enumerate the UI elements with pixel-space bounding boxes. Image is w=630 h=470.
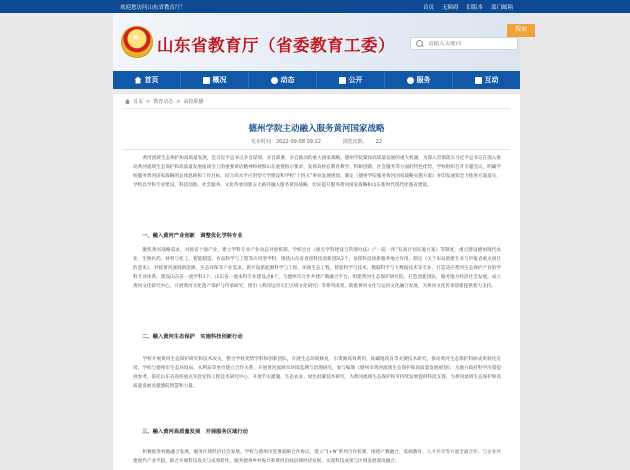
article-paragraph: 学校开展黄河生态保护研究和技术攻关，整合学校优势学科和创新团队，开展生态环境修复、水资源高效利用、盐碱地改良等关键技术研究，推动黄河生态保护科研成果转化应用。学校与德州市生态环境局、水利局等单位建立合作关系，开展黄河流域水环境监测与治理研究，参与编制《德州市黄河流域生态保护和高质量发展规划》，为地方政府科学决策提供参考。依托山东省高校重点实验室和工程技术研究中心，开展节水灌溉、生态农业、绿色低碳技术研究，为黄河流域生态保护和可持续发展提供科技支撑，为黄河流域生态保护和高质量发展贡献德院智慧和力量。 (133, 357, 501, 390)
article-paragraph: 积极推进校地融合发展，服务区域经济社会发展。学校与德州市签署战略合作协议，建立“1+N”系列合作机制，围绕产教融合、基础教育、人才共享等方面全面合作，与企业共建现代产业学院。联合开展科技攻关与成果转化，服务德州乡村振兴和黄河沿线县域经济发展，实现科技成果与区域发展深度融合。 (133, 450, 501, 465)
top-links (423, 3, 513, 11)
view-count-value: 22 (375, 139, 383, 145)
nav-item-label: 动态 (280, 76, 295, 84)
news-icon (271, 77, 278, 84)
nav-item-overview[interactable] (181, 71, 249, 89)
article-subheading: 二、融入黄河生态保护 实施科技创新行动 (142, 334, 243, 340)
article-content (113, 94, 520, 470)
top-link-old-version[interactable]: 旧版本 (466, 5, 483, 11)
top-link-accessibility[interactable]: 无障碍 (441, 5, 459, 11)
interaction-icon (475, 77, 482, 84)
publish-date: 发布时间：2022-09-08 09:22 (250, 139, 322, 145)
divider (123, 108, 510, 109)
welcome-text: 欢迎您访问山东省教育厅！ (120, 5, 187, 11)
view-count-label: 浏览次数： (342, 139, 368, 145)
breadcrumb (125, 98, 203, 105)
nav-item-label: 互动 (484, 76, 499, 84)
search-icon (415, 39, 425, 49)
top-bar (0, 0, 630, 13)
home-icon (125, 99, 130, 104)
search-button[interactable]: 搜索 (507, 24, 535, 37)
service-icon (407, 77, 414, 84)
national-emblem-icon: ★ (121, 26, 153, 58)
nav-item-open[interactable] (317, 71, 385, 89)
breadcrumb-separator: > (176, 98, 181, 105)
nav-item-label: 首页 (144, 76, 159, 84)
search-input[interactable] (428, 41, 508, 47)
top-link-home[interactable]: 首页 (422, 5, 434, 11)
view-count (343, 139, 382, 145)
top-link-email[interactable]: 部门邮箱 (490, 5, 513, 11)
site-title[interactable]: 山东省教育厅（省委教育工委） (157, 36, 395, 55)
overview-icon (203, 77, 210, 84)
site-header (113, 13, 520, 71)
nav-item-service[interactable] (385, 71, 453, 89)
main-nav (113, 71, 520, 89)
article-subheading: 一、融入黄河产业创新 调整优化学科专业 (142, 233, 243, 239)
search-box (410, 37, 518, 50)
open-icon (339, 77, 346, 84)
breadcrumb-home[interactable]: 首页 (133, 99, 144, 105)
nav-item-label: 服务 (416, 76, 431, 84)
home-icon (135, 77, 142, 84)
nav-item-label: 公开 (348, 76, 363, 84)
article-paragraph: 黄河流域生态保护和高质量发展，是习近平总书记亲自谋划、亲自部署、亲自推动的重大国家战略。德州学院紧扣高质量发展的重大机遇，为深入贯彻落实习近平总书记在深入推动黄河流域生态保护和高质量发展座谈会上的重要讲话精神和视察山东重要指示要求，发挥高校在教育教学、科研创新、社会服务等方面的特色优势，学校组织召开专题会议，明确学校服务黄河国家战略的总体思路和工作目标，结合高水平应用型大学建设和学校“十四五”事业发展规划，制定《德州学院服务黄河国家战略实施方案》并印发通知全力推进方案落实，学校以学科专业建设、科技创新、社会服务、文化传承创新五大路径融入服务黄河战略，切实提升服务黄河国家战略和山东新时代现代化强省建设。 (133, 156, 501, 189)
article-paragraph: 聚焦黄河战略需求，对接省十强产业，建立学科专业产业动态对接机制。学校出台《重点学科建设与管理办法》《“一院一所”双高计划实施方案》等制度，重点建设德州现代农业、生物医药、材料与化工、智能制造、食品科学与工程等应用型学科，围绕山东省青创科技创新团队2个，发挥科技创新服务地方作用。制定《关于布局新建专业与申报省重点项目的意见》，对接黄河流域新能源、生态环保等产业需求，新开设新能源科学与工程、环境生态工程、智能科学与技术、数据科学与大数据技术等专业，打造适应黄河生态保护产业的学科专业体系。建设山东省一流学科1个、山东省一流本科专业建设点8个，与德州市合作共建产教融合平台，组建黄河生态保护研究院，打造创新团队，服务地方经济社会发展。成立黄河文化研究中心，开展黄河文化遗产保护与传承研究，推出《黄河运河交汇区域文化研究》等系列成果，助推黄河文化与运河文化融合发展，为黄河文化传承创新提供智力支持。 (133, 248, 501, 290)
breadcrumb-news[interactable]: 教育动态 (153, 99, 174, 105)
article-subheading: 三、融入黄河高质量发展 开展服务区域行动 (142, 429, 248, 435)
article-title: 德州学院主动融入服务黄河国家战略 (248, 124, 385, 134)
nav-item-home[interactable] (113, 71, 181, 89)
breadcrumb-current[interactable]: 高校联播 (183, 99, 204, 105)
nav-item-label: 概况 (212, 76, 227, 84)
nav-item-news[interactable] (249, 71, 317, 89)
article-meta (113, 138, 520, 145)
divider (123, 149, 510, 150)
breadcrumb-separator: > (146, 98, 151, 105)
nav-item-interaction[interactable] (453, 71, 520, 89)
